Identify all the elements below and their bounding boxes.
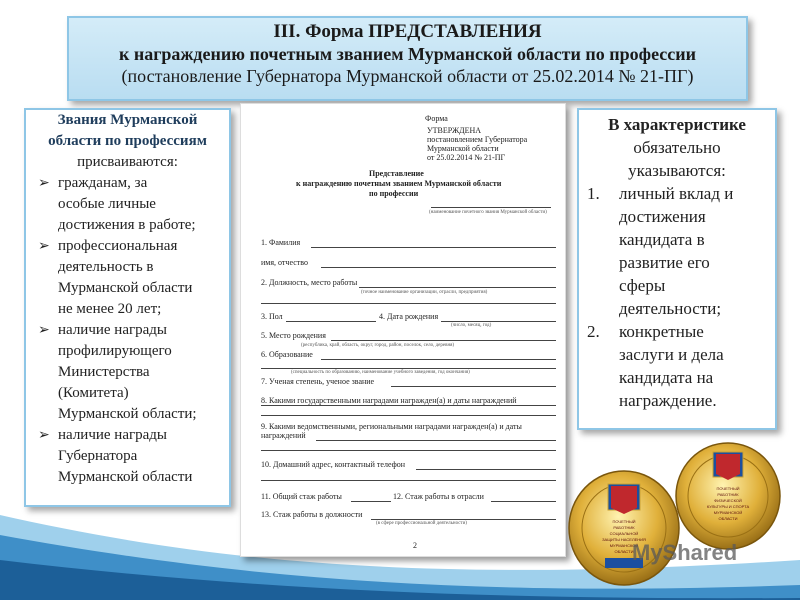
medal-left-line-5: МУРМАНСКОЙ: [609, 543, 639, 548]
left-item-1-line-3: достижения в работе;: [58, 217, 196, 233]
doc-approved-line-2: постановлением Губернатора: [427, 135, 528, 144]
medal-right-line-5: МУРМАНСКОЙ: [713, 510, 743, 515]
doc-line: [311, 247, 556, 248]
title-box: [67, 16, 748, 101]
doc-line: [431, 207, 551, 208]
doc-page-number: 2: [413, 541, 417, 550]
doc-field-4-hint: (число, месяц, год): [451, 323, 492, 328]
doc-approved: УТВЕРЖДЕНА: [427, 126, 482, 135]
doc-field-9b: награждений: [261, 431, 306, 440]
doc-line: [491, 501, 556, 502]
right-item-1-line-4: развитие его: [619, 253, 710, 272]
medal-right-line-6: ОБЛАСТИ: [718, 516, 738, 521]
medal-right-line-2: РАБОТНИК: [717, 492, 739, 497]
watermark-text: MyShared: [632, 540, 738, 565]
right-item-1-line-5: сферы: [619, 276, 666, 295]
doc-line: [351, 501, 391, 502]
medal-left-line-6: ОБЛАСТИ: [614, 549, 634, 554]
doc-field-3: 3. Пол: [261, 312, 283, 321]
doc-line: [416, 469, 556, 470]
right-item-2-line-3: кандидата на: [619, 368, 714, 387]
right-list: [579, 182, 775, 412]
left-item-4-line-1: наличие награды: [58, 427, 168, 443]
doc-approved-line-3: Мурманской области: [427, 144, 499, 153]
medal-right-line-3: ФИЗИЧЕСКОЙ: [714, 498, 742, 503]
title-line-1: III. Форма ПРЕДСТАВЛЕНИЯ: [273, 21, 542, 42]
doc-line: [391, 386, 556, 387]
doc-field-13: 13. Стаж работы в должности: [261, 510, 363, 519]
doc-line: [359, 287, 556, 288]
right-item-2-line-4: награждение.: [619, 391, 717, 410]
doc-form-label: Форма: [425, 114, 448, 123]
left-item-3-line-3: Министерства: [58, 364, 150, 380]
right-item-2-line-1: конкретные: [619, 322, 704, 341]
arrow-bullet-icon: ➢: [38, 176, 50, 191]
left-item-2-line-4: не менее 20 лет;: [58, 301, 162, 317]
list-number: 2.: [587, 322, 600, 341]
doc-line: [261, 368, 556, 369]
right-info-box: [577, 108, 777, 430]
medal-right-image: [672, 440, 784, 552]
left-item-1-line-2: особые личные: [58, 196, 156, 212]
right-title: В характеристике: [608, 115, 746, 134]
left-item-3-line-4: (Комитета): [58, 385, 129, 401]
medal-left-line-2: РАБОТНИК: [613, 525, 635, 530]
doc-approved-line-4: от 25.02.2014 № 21-ПГ: [427, 153, 506, 162]
left-list-item: [38, 320, 225, 425]
doc-field-11: 11. Общий стаж работы: [261, 492, 342, 501]
left-item-3-line-2: профилирующего: [58, 343, 172, 359]
left-item-4-line-3: Мурманской области: [58, 469, 193, 485]
doc-line: [371, 519, 556, 520]
doc-field-2-hint: (точное наименование организации, отрасли, предприятия): [361, 290, 488, 295]
left-list-item: [38, 425, 225, 488]
list-number: 1.: [587, 184, 600, 203]
right-item-1-line-1: личный вклад и: [619, 184, 734, 203]
left-subtitle: присваиваются:: [77, 154, 178, 170]
doc-line: [261, 415, 556, 416]
doc-field-5: 5. Место рождения: [261, 331, 326, 340]
doc-line: [261, 405, 556, 406]
right-item-1-line-3: кандидата в: [619, 230, 705, 249]
arrow-bullet-icon: ➢: [38, 323, 50, 338]
doc-field-8: 8. Какими государственными наградами награжден(а) и даты награждений: [261, 396, 517, 405]
medal-left-line-3: СОЦИАЛЬНОЙ: [609, 531, 639, 536]
left-item-2-line-2: деятельность в: [58, 259, 154, 275]
right-item-1-line-2: достижения: [619, 207, 706, 226]
right-subtitle-2: указываются:: [628, 161, 726, 180]
right-item-1-line-6: деятельности;: [619, 299, 722, 318]
left-title-2: области по профессиям: [48, 133, 207, 149]
doc-field-9: 9. Какими ведомственными, региональными наградами награжден(а) и даты: [261, 422, 522, 431]
doc-line: [286, 321, 376, 322]
title-line-2: к награждению почетным званием Мурманской области по профессии: [118, 44, 697, 64]
doc-title-2: к награждению почетным званием Мурманской области: [296, 179, 502, 188]
doc-field-6-hint: (специальность по образованию, наименование учебного заведения, год окончания): [291, 370, 470, 375]
doc-line: [261, 303, 556, 304]
doc-line: [321, 267, 556, 268]
medal-left-image: [565, 468, 683, 588]
doc-title-1: Представление: [369, 169, 424, 178]
left-item-2-line-1: профессиональная: [58, 238, 178, 254]
doc-title-3: по профессии: [369, 189, 419, 198]
doc-line: [441, 321, 556, 322]
left-list-item: [38, 236, 225, 320]
title-line-3: (постановление Губернатора Мурманской области от 25.02.2014 № 21-ПГ): [121, 66, 694, 86]
medal-left-line-1: ПОЧЕТНЫЙ: [612, 519, 636, 524]
doc-line: [316, 440, 556, 441]
doc-field-7: 7. Ученая степень, ученое звание: [261, 377, 375, 386]
left-item-1-line-1: гражданам, за: [58, 175, 148, 191]
doc-field-12: 12. Стаж работы в отрасли: [393, 492, 484, 501]
left-item-4-line-2: Губернатора: [58, 448, 138, 464]
arrow-bullet-icon: ➢: [38, 239, 50, 254]
doc-field-5-hint: (республика, край, область, округ, город, район, поселок, село, деревня): [301, 343, 455, 348]
doc-field-4: 4. Дата рождения: [379, 312, 439, 321]
doc-line: [331, 340, 556, 341]
left-item-2-line-3: Мурманской области: [58, 280, 193, 296]
left-list: [26, 173, 229, 488]
medal-left-line-4: ЗАЩИТЫ НАСЕЛЕНИЯ: [602, 537, 646, 542]
doc-field-1: 1. Фамилия: [261, 238, 301, 247]
left-title-1: Звания Мурманской: [57, 112, 198, 128]
right-subtitle-1: обязательно: [633, 138, 721, 157]
left-info-box: [24, 108, 231, 507]
right-item-2-line-2: заслуги и дела: [619, 345, 724, 364]
doc-field-10: 10. Домашний адрес, контактный телефон: [261, 460, 406, 469]
doc-field-6: 6. Образование: [261, 350, 313, 359]
medal-right-line-1: ПОЧЕТНЫЙ: [716, 486, 740, 491]
doc-line: [261, 480, 556, 481]
doc-field-2: 2. Должность, место работы: [261, 278, 358, 287]
doc-field-1b: имя, отчество: [261, 258, 308, 267]
form-document: [240, 103, 566, 557]
left-list-item: [38, 173, 225, 236]
left-item-3-line-5: Мурманской области;: [58, 406, 197, 422]
right-list-item: [587, 320, 771, 412]
arrow-bullet-icon: ➢: [38, 428, 50, 443]
right-list-item: [587, 182, 771, 320]
left-item-3-line-1: наличие награды: [58, 322, 168, 338]
doc-line: [321, 359, 556, 360]
doc-title-hint: (наименование почетного звания Мурманской области): [429, 210, 547, 215]
doc-field-13-hint: (в сфере профессиональной деятельности): [376, 521, 467, 526]
doc-line: [261, 450, 556, 451]
medal-right-line-4: КУЛЬТУРЫ И СПОРТА: [706, 504, 750, 509]
